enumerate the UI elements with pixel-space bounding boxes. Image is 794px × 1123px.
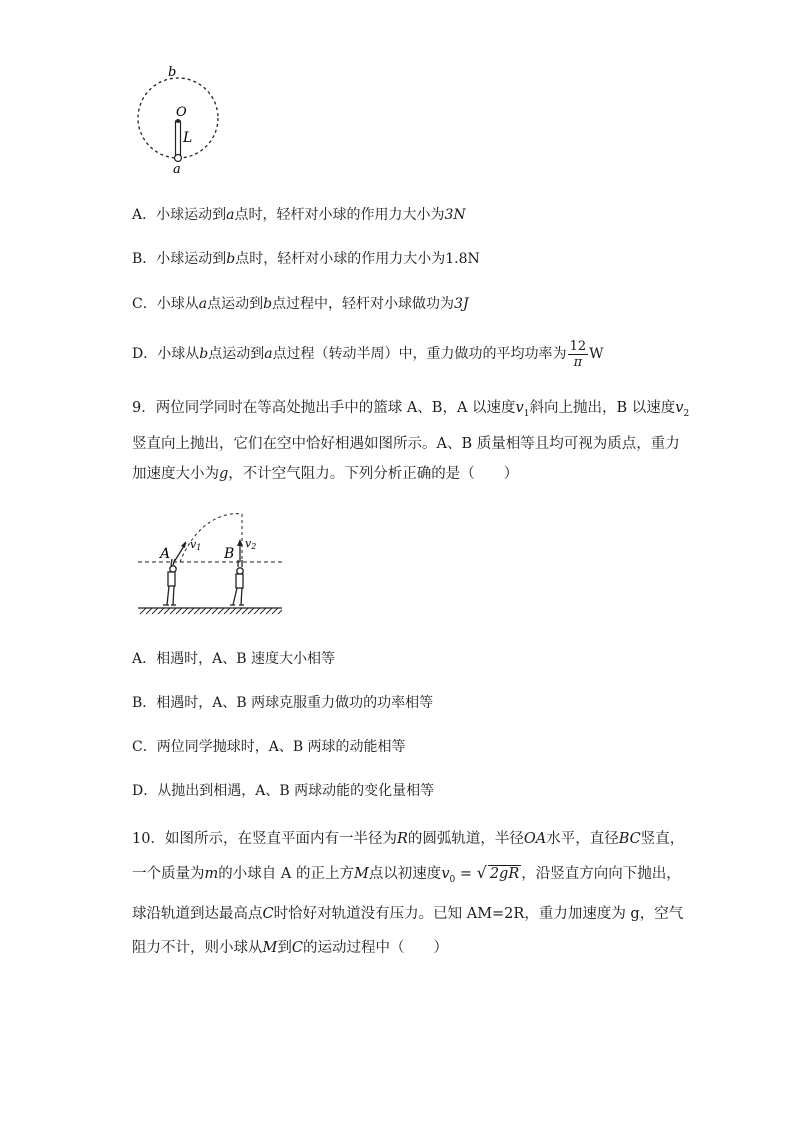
- q9-option-d: D．从抛出到相遇，A、B 两球动能的变化量相等: [132, 783, 435, 799]
- q8d-text-3: 点过程（转动半周）中，重力做功的平均功率为: [272, 346, 567, 362]
- q9-v1: v: [515, 400, 524, 416]
- q9-line-1: [132, 393, 690, 429]
- q10-text-7: 点以初速度: [368, 866, 442, 882]
- q10-oa: OA: [523, 831, 547, 847]
- q8c-text-2: 点运动到: [207, 296, 264, 312]
- q10-text-10: 时恰好对轨道没有压力。已知 AM=2R，重力加速度为 g，空气: [273, 905, 684, 922]
- person-b-icon: [230, 560, 244, 605]
- label-l: L: [183, 130, 193, 146]
- q9-line-3: [132, 459, 672, 489]
- q9-v2-sub: 2: [683, 408, 690, 419]
- q8d-unit: W: [589, 346, 604, 362]
- q8b-var-b: b: [226, 251, 236, 267]
- q10-m-point-2: M: [262, 939, 278, 956]
- q8d-var-b: b: [199, 346, 209, 362]
- q10-line-3: [132, 897, 684, 931]
- q8d-text-2: 点运动到: [208, 346, 265, 362]
- q10-text-6: 的小球自 A 的正上方: [218, 866, 354, 882]
- q10-line-4: [132, 931, 672, 965]
- q10-text-1: 10．如图所示，在竖直平面内有一半径为: [132, 831, 397, 847]
- q10-m-point: M: [353, 866, 369, 882]
- q8-option-b: [132, 249, 480, 269]
- q9-text-1: 9．两位同学同时在等高处抛出手中的篮球 A、B，A 以速度: [132, 400, 516, 416]
- figure-circle-rod: [128, 60, 228, 180]
- fig-label-a: A: [160, 546, 171, 562]
- q8b-value: 1.8N: [445, 251, 480, 267]
- q10-stem: [132, 822, 685, 965]
- q8c-value: 3J: [454, 296, 469, 312]
- q8-option-d: [132, 334, 604, 374]
- q8a-text-1: A．小球运动到: [132, 207, 227, 223]
- q10-c-2: C: [291, 939, 303, 956]
- q9-option-b: B．相遇时，A、B 两球克服重力做功的功率相等: [132, 695, 434, 711]
- figure-throwers: [134, 505, 284, 623]
- q10-equals: =: [455, 866, 477, 882]
- q9-text-4: ，不计空气阻力。下列分析正确的是（ ）: [228, 465, 519, 482]
- q9-stem: [132, 393, 690, 489]
- q10-text-8: ，沿竖直方向向下抛出，: [521, 866, 681, 882]
- q8-option-c: [132, 294, 469, 314]
- fig-label-v1: v1: [190, 538, 202, 552]
- q9-text-2: 斜向上抛出，B 以速度: [529, 400, 676, 416]
- q8c-var-a: a: [198, 296, 208, 312]
- q10-r: R: [396, 831, 408, 847]
- ball-a: [175, 155, 182, 162]
- q10-c: C: [262, 905, 274, 922]
- q9-v2: v: [675, 400, 684, 416]
- label-o: O: [176, 105, 187, 120]
- label-a: a: [173, 162, 181, 177]
- q9-line-2: 竖直向上抛出，它们在空中恰好相遇如图所示。A、B 质量相等且均可视为质点，重力: [132, 435, 680, 452]
- q8c-var-b: b: [263, 296, 273, 312]
- q10-v0-sub: 0: [449, 874, 456, 885]
- q10-line-1: [132, 822, 685, 856]
- q9-g: g: [219, 465, 229, 482]
- q8d-var-a: a: [264, 346, 273, 362]
- q8d-fraction: [568, 339, 589, 370]
- q10-v0: v: [441, 866, 450, 882]
- q10-text-2: 的圆弧轨道，半径: [407, 831, 524, 847]
- q8a-text-2: 点时，轻杆对小球的作用力大小为: [234, 207, 445, 223]
- q8c-text-3: 点过程中，轻杆对小球做功为: [272, 296, 455, 312]
- q9-option-a: A．相遇时，A、B 速度大小相等: [132, 651, 335, 667]
- q9-option-c: C．两位同学抛球时，A、B 两球的动能相等: [132, 739, 406, 755]
- q10-text-3: 水平，直径: [546, 831, 619, 847]
- q8d-text-1: D．小球从: [132, 346, 200, 362]
- arrow-v1-head: [181, 541, 186, 548]
- label-b: b: [168, 65, 177, 80]
- q10-line-2: [132, 856, 681, 897]
- q10-m: m: [204, 866, 219, 882]
- sqrt-icon: √: [476, 863, 487, 882]
- q8-option-a: [132, 205, 466, 225]
- q10-text-5: 一个质量为: [132, 866, 205, 882]
- fig-label-b: B: [224, 546, 235, 562]
- q10-text-4: 竖直，: [640, 831, 685, 847]
- q10-text-12: 到: [277, 939, 292, 956]
- q10-sqrt-content: 2gR: [489, 866, 520, 882]
- q9-text-3: 加速度大小为: [132, 465, 219, 482]
- q8c-text-1: C．小球从: [132, 296, 199, 312]
- q8a-value: 3N: [444, 207, 466, 223]
- q8b-text-2: 点时，轻杆对小球的作用力大小为: [235, 251, 446, 267]
- q9-v1-sub: 1: [523, 408, 530, 419]
- q8b-text-1: B．小球运动到: [132, 251, 227, 267]
- person-a-icon: [163, 559, 176, 605]
- q10-text-9: 球沿轨道到达最高点: [132, 905, 263, 922]
- q8a-var-a: a: [226, 207, 235, 223]
- fig-label-v2: v2: [245, 537, 257, 551]
- q10-text-11: 阻力不计，则小球从: [132, 939, 263, 956]
- q10-text-13: 的运动过程中（ ）: [302, 939, 448, 956]
- rod: [176, 121, 181, 157]
- q8d-denominator: π: [573, 354, 583, 370]
- q8d-numerator: 12: [569, 338, 587, 354]
- ground-hatch: [140, 608, 282, 614]
- q10-bc: BC: [618, 831, 641, 847]
